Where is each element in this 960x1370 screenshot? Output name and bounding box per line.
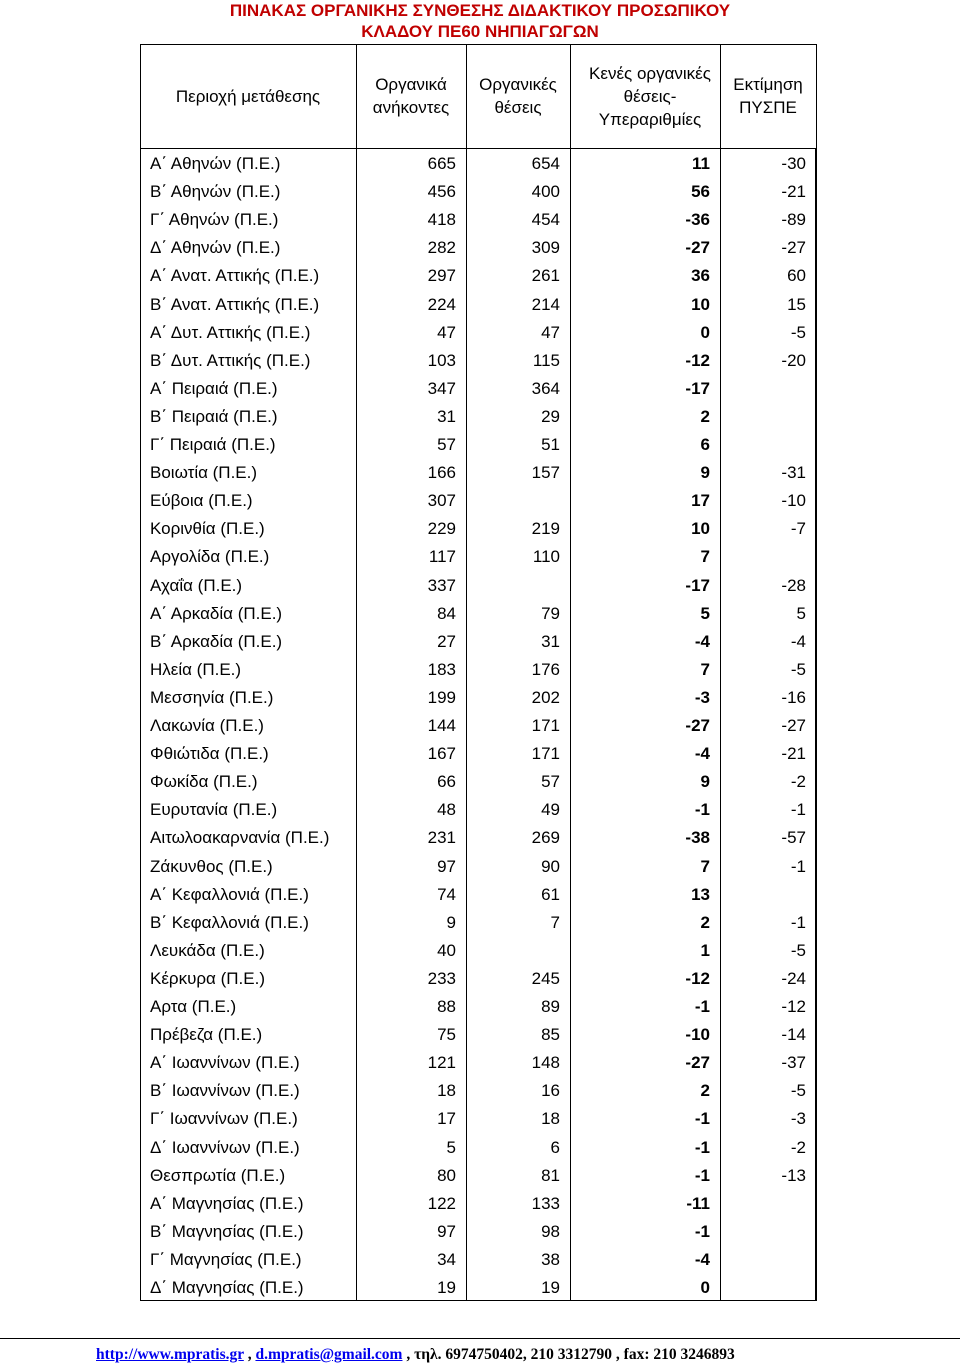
- estimate-value: -1: [790, 800, 806, 820]
- vacancies-value: 2: [700, 1081, 710, 1101]
- belonging-value: 74: [437, 884, 456, 904]
- vacancies-value: -38: [685, 828, 710, 848]
- estimate-value: -5: [790, 1081, 806, 1101]
- positions-value: 245: [531, 968, 560, 988]
- estimate-value: 15: [787, 294, 806, 314]
- belonging-value: 224: [427, 294, 456, 314]
- table-row: [140, 347, 816, 375]
- belonging-value: 84: [437, 603, 456, 623]
- estimate-value: -21: [781, 182, 806, 202]
- belonging-value: 66: [437, 772, 456, 792]
- email-link[interactable]: d.mpratis@gmail.com: [255, 1346, 403, 1363]
- region-name: Α΄ Πειραιά (Π.Ε.): [150, 378, 278, 398]
- vacancies-value: 10: [691, 519, 710, 539]
- belonging-value: 103: [427, 350, 456, 370]
- region-name: Β΄ Μαγνησίας (Π.Ε.): [150, 1221, 304, 1241]
- region-name: Γ΄ Μαγνησίας (Π.Ε.): [150, 1249, 302, 1269]
- table-row: [140, 1021, 816, 1049]
- region-name: Αιτωλοακαρνανία (Π.Ε.): [150, 828, 330, 848]
- table-row: [140, 234, 816, 262]
- estimate-value: 60: [787, 266, 806, 286]
- table-row: [140, 684, 816, 712]
- vacancies-value: -4: [694, 631, 710, 651]
- table-row: [140, 1077, 816, 1105]
- table-row: [140, 1134, 816, 1162]
- positions-value: 79: [541, 603, 560, 623]
- belonging-value: 229: [427, 519, 456, 539]
- positions-value: 110: [532, 547, 560, 567]
- table-row: [140, 824, 816, 852]
- region-name: Α΄ Αθηνών (Π.Ε.): [150, 154, 281, 173]
- estimate-value: -16: [781, 687, 806, 707]
- estimate-value: -10: [781, 491, 806, 511]
- belonging-value: 17: [437, 1109, 456, 1129]
- positions-value: 98: [541, 1221, 560, 1241]
- vacancies-value: -3: [694, 687, 710, 707]
- belonging-value: 337: [427, 575, 456, 595]
- document-title-line1: ΠΙΝΑΚΑΣ ΟΡΓΑΝΙΚΗΣ ΣΥΝΘΕΣΗΣ ΔΙΔΑΚΤΙΚΟΥ ΠΡΟΣΩΠΙΚΟΥ: [229, 1, 731, 20]
- header-positions: Οργανικές θέσεις: [479, 75, 557, 117]
- vacancies-value: -27: [685, 238, 710, 258]
- table-row: [140, 909, 816, 937]
- table-row: [140, 1274, 816, 1302]
- belonging-value: 199: [427, 687, 456, 707]
- region-name: Αρτα (Π.Ε.): [150, 997, 237, 1016]
- footer-contacts: , τηλ. 6974750402, 210 3312790 , fax: 210 3246893: [402, 1346, 735, 1363]
- estimate-value: -57: [781, 828, 806, 848]
- belonging-value: 347: [427, 378, 456, 398]
- region-name: Α΄ Κεφαλλονιά (Π.Ε.): [150, 884, 309, 904]
- table-row: [140, 1190, 816, 1218]
- positions-value: 364: [531, 378, 560, 398]
- region-name: Β΄ Αρκαδία (Π.Ε.): [150, 631, 283, 651]
- table-row: [140, 965, 816, 993]
- vacancies-value: -27: [685, 1053, 710, 1073]
- region-name: Κορινθία (Π.Ε.): [150, 519, 265, 539]
- vacancies-value: 6: [700, 435, 710, 454]
- table-row: [140, 178, 816, 206]
- table-row: [140, 262, 816, 290]
- estimate-value: [710, 431, 806, 459]
- belonging-value: 97: [437, 856, 456, 876]
- belonging-value: 97: [437, 1221, 456, 1241]
- estimate-value: -89: [781, 210, 806, 230]
- vacancies-value: 36: [691, 266, 710, 286]
- vacancies-value: -10: [685, 1025, 710, 1045]
- positions-value: 81: [541, 1165, 560, 1185]
- region-name: Πρέβεζα (Π.Ε.): [150, 1025, 263, 1045]
- region-name: Β΄ Ιωαννίνων (Π.Ε.): [150, 1081, 300, 1101]
- vacancies-value: -1: [694, 1221, 710, 1241]
- vacancies-value: -1: [694, 800, 710, 820]
- estimate-value: [710, 375, 806, 403]
- region-name: Λευκάδα (Π.Ε.): [150, 940, 265, 960]
- table-row: [140, 1105, 816, 1133]
- positions-value: [456, 937, 560, 965]
- estimate-value: -2: [790, 1137, 806, 1157]
- table-row: [140, 600, 816, 628]
- positions-value: 51: [541, 435, 560, 454]
- belonging-value: 88: [437, 997, 456, 1016]
- vacancies-value: -1: [694, 997, 710, 1016]
- footer: [96, 1346, 735, 1364]
- positions-value: 269: [531, 828, 560, 848]
- region-name: Μεσσηνία (Π.Ε.): [150, 687, 274, 707]
- belonging-value: 297: [427, 266, 456, 286]
- table-row: [140, 431, 816, 459]
- positions-value: 148: [531, 1053, 560, 1073]
- vacancies-value: -12: [685, 968, 710, 988]
- document-title-line2: ΚΛΑΔΟΥ ΠΕ60 ΝΗΠΙΑΓΩΓΩΝ: [361, 22, 599, 41]
- region-name: Δ΄ Αθηνών (Π.Ε.): [150, 238, 281, 258]
- estimate-value: -14: [781, 1025, 806, 1045]
- estimate-value: [710, 1218, 806, 1246]
- belonging-value: 665: [427, 154, 456, 173]
- positions-value: [456, 487, 560, 515]
- vacancies-value: 2: [700, 912, 710, 932]
- estimate-value: -27: [781, 238, 806, 258]
- table-row: [140, 712, 816, 740]
- table-row: [140, 206, 816, 234]
- vacancies-value: -36: [685, 210, 710, 230]
- table-row: [140, 150, 816, 178]
- positions-value: 400: [531, 182, 560, 202]
- belonging-value: 456: [427, 182, 456, 202]
- region-name: Α΄ Ιωαννίνων (Π.Ε.): [150, 1053, 300, 1073]
- region-name: Β΄ Κεφαλλονιά (Π.Ε.): [150, 912, 309, 932]
- estimate-value: -13: [781, 1165, 806, 1185]
- belonging-value: 121: [427, 1053, 456, 1073]
- vacancies-value: -17: [685, 575, 710, 595]
- region-name: Αχαΐα (Π.Ε.): [150, 575, 243, 595]
- region-name: Ηλεία (Π.Ε.): [150, 659, 242, 679]
- estimate-value: -5: [790, 322, 806, 342]
- belonging-value: 167: [427, 744, 456, 764]
- estimate-value: [710, 881, 806, 909]
- estimate-value: -24: [781, 968, 806, 988]
- vacancies-value: -1: [694, 1109, 710, 1129]
- region-name: Φωκίδα (Π.Ε.): [150, 772, 258, 792]
- vacancies-value: 10: [691, 294, 710, 314]
- estimate-value: -21: [781, 744, 806, 764]
- estimate-value: -30: [781, 154, 806, 173]
- vacancies-value: 11: [692, 154, 710, 173]
- col-line-right: [816, 44, 817, 1301]
- region-name: Α΄ Ανατ. Αττικής (Π.Ε.): [150, 266, 320, 286]
- region-name: Αργολίδα (Π.Ε.): [150, 547, 270, 567]
- vacancies-value: 7: [700, 547, 710, 567]
- estimate-value: -7: [790, 519, 806, 539]
- vacancies-value: -4: [694, 1249, 710, 1269]
- estimate-value: -2: [790, 772, 806, 792]
- estimate-value: -31: [781, 463, 806, 483]
- positions-value: 309: [531, 238, 560, 258]
- region-name: Β΄ Αθηνών (Π.Ε.): [150, 182, 281, 202]
- belonging-value: 144: [427, 716, 456, 735]
- vacancies-value: 9: [700, 772, 710, 792]
- table-row: [140, 768, 816, 796]
- positions-value: 171: [531, 744, 560, 764]
- belonging-value: 282: [427, 238, 456, 258]
- vacancies-value: 1: [700, 940, 710, 960]
- region-name: Ζάκυνθος (Π.Ε.): [150, 856, 273, 876]
- region-name: Α΄ Μαγνησίας (Π.Ε.): [150, 1193, 304, 1213]
- table-row: [140, 1049, 816, 1077]
- estimate-value: -4: [790, 631, 806, 651]
- positions-value: 171: [531, 716, 560, 735]
- positions-value: 16: [541, 1081, 560, 1101]
- region-name: Α΄ Αρκαδία (Π.Ε.): [150, 603, 283, 623]
- belonging-value: 34: [437, 1249, 456, 1269]
- estimate-value: [710, 1274, 806, 1302]
- region-name: Δ΄ Ιωαννίνων (Π.Ε.): [150, 1137, 300, 1157]
- table-row: [140, 796, 816, 824]
- estimate-value: -3: [790, 1109, 806, 1129]
- footer-separator: ,: [243, 1346, 256, 1363]
- belonging-value: 5: [446, 1137, 456, 1157]
- region-name: Θεσπρωτία (Π.Ε.): [150, 1165, 286, 1185]
- table-row: [140, 740, 816, 768]
- positions-value: 57: [541, 772, 560, 792]
- vacancies-value: 7: [700, 659, 710, 679]
- positions-value: 85: [541, 1025, 560, 1045]
- positions-value: 47: [541, 322, 560, 342]
- estimate-value: -12: [781, 997, 806, 1016]
- vacancies-value: 2: [700, 406, 710, 426]
- positions-value: 19: [541, 1278, 560, 1297]
- table-row: [140, 403, 816, 431]
- table-row: [140, 487, 816, 515]
- estimate-value: -28: [781, 575, 806, 595]
- belonging-value: 307: [427, 491, 456, 511]
- estimate-value: -37: [781, 1053, 806, 1073]
- positions-value: 214: [531, 294, 560, 314]
- estimate-value: -5: [790, 659, 806, 679]
- vacancies-value: -12: [685, 350, 710, 370]
- belonging-value: 80: [437, 1165, 456, 1185]
- region-name: Β΄ Δυτ. Αττικής (Π.Ε.): [150, 350, 311, 370]
- table-row: [140, 291, 816, 319]
- table-row: [140, 459, 816, 487]
- table-row: [140, 572, 816, 600]
- vacancies-value: 0: [700, 322, 710, 342]
- positions-value: 202: [531, 687, 560, 707]
- positions-value: 115: [532, 350, 560, 370]
- vacancies-value: 0: [700, 1278, 710, 1297]
- positions-value: 157: [531, 463, 560, 483]
- estimate-value: [710, 1190, 806, 1218]
- belonging-value: 9: [446, 912, 456, 932]
- belonging-value: 166: [427, 463, 456, 483]
- vacancies-value: -11: [686, 1193, 710, 1213]
- positions-value: 261: [531, 266, 560, 286]
- website-link[interactable]: http://www.mpratis.gr: [96, 1346, 244, 1363]
- positions-value: 6: [550, 1137, 560, 1157]
- table-row: [140, 1162, 816, 1190]
- region-name: Κέρκυρα (Π.Ε.): [150, 968, 265, 988]
- belonging-value: 231: [427, 828, 456, 848]
- positions-value: 219: [531, 519, 560, 539]
- positions-value: 49: [541, 800, 560, 820]
- table-row: [140, 881, 816, 909]
- header-region: Περιοχή μετάθεσης: [175, 86, 321, 106]
- region-name: Λακωνία (Π.Ε.): [150, 716, 264, 735]
- belonging-value: 122: [427, 1193, 456, 1213]
- estimate-value: -27: [781, 716, 806, 735]
- table-row: [140, 1246, 816, 1274]
- header-vacancies: Κενές οργανικές θέσεις-Υπεραριθμίες: [589, 63, 711, 129]
- estimate-value: [710, 403, 806, 431]
- belonging-value: 418: [427, 210, 456, 230]
- positions-value: 18: [541, 1109, 560, 1129]
- region-name: Γ΄ Αθηνών (Π.Ε.): [150, 210, 279, 230]
- positions-value: 61: [541, 884, 560, 904]
- belonging-value: 47: [437, 322, 456, 342]
- header-estimate: Εκτίμηση ΠΥΣΠΕ: [733, 75, 803, 117]
- vacancies-value: 56: [691, 182, 710, 202]
- header-top-line: [140, 44, 816, 45]
- belonging-value: 233: [427, 968, 456, 988]
- positions-value: 454: [531, 210, 560, 230]
- estimate-value: -1: [790, 912, 806, 932]
- belonging-value: 19: [437, 1278, 456, 1297]
- region-name: Β΄ Ανατ. Αττικής (Π.Ε.): [150, 294, 320, 314]
- positions-value: 133: [531, 1193, 560, 1213]
- estimate-value: -1: [790, 856, 806, 876]
- belonging-value: 57: [437, 435, 456, 454]
- positions-value: 7: [550, 912, 560, 932]
- region-name: Α΄ Δυτ. Αττικής (Π.Ε.): [150, 322, 311, 342]
- estimate-value: 5: [796, 603, 806, 623]
- positions-value: 654: [531, 154, 560, 173]
- region-name: Βοιωτία (Π.Ε.): [150, 463, 258, 483]
- vacancies-value: -1: [694, 1137, 710, 1157]
- vacancies-value: -1: [694, 1165, 710, 1185]
- positions-value: 38: [541, 1249, 560, 1269]
- estimate-value: -5: [790, 940, 806, 960]
- table-row: [140, 319, 816, 347]
- estimate-value: -20: [781, 350, 806, 370]
- region-name: Φθιώτιδα (Π.Ε.): [150, 744, 269, 764]
- positions-value: 31: [541, 631, 560, 651]
- positions-value: 90: [541, 856, 560, 876]
- region-name: Εύβοια (Π.Ε.): [150, 491, 253, 511]
- table-row: [140, 1218, 816, 1246]
- vacancies-value: -27: [685, 716, 710, 735]
- table-row: [140, 543, 816, 571]
- positions-value: [456, 572, 560, 600]
- table-row: [140, 656, 816, 684]
- vacancies-value: 13: [691, 884, 710, 904]
- vacancies-value: -4: [694, 744, 710, 764]
- belonging-value: 31: [437, 406, 456, 426]
- table-row: [140, 375, 816, 403]
- belonging-value: 27: [437, 631, 456, 651]
- region-name: Δ΄ Μαγνησίας (Π.Ε.): [150, 1278, 304, 1297]
- estimate-value: [710, 543, 806, 571]
- belonging-value: 18: [437, 1081, 456, 1101]
- belonging-value: 40: [437, 940, 456, 960]
- header-belonging: Οργανικά ανήκοντες: [372, 75, 450, 117]
- table-row: [140, 993, 816, 1021]
- belonging-value: 48: [437, 800, 456, 820]
- vacancies-value: 17: [691, 491, 710, 511]
- vacancies-value: 5: [700, 603, 710, 623]
- vacancies-value: -17: [685, 378, 710, 398]
- region-name: Γ΄ Πειραιά (Π.Ε.): [150, 435, 276, 454]
- table-row: [140, 853, 816, 881]
- region-name: Β΄ Πειραιά (Π.Ε.): [150, 406, 278, 426]
- table-row: [140, 515, 816, 543]
- positions-value: 176: [531, 659, 560, 679]
- table-row: [140, 937, 816, 965]
- positions-value: 89: [541, 997, 560, 1016]
- positions-value: 29: [541, 406, 560, 426]
- estimate-value: [710, 1246, 806, 1274]
- vacancies-value: 9: [700, 463, 710, 483]
- region-name: Ευρυτανία (Π.Ε.): [150, 800, 278, 820]
- table-row: [140, 628, 816, 656]
- vacancies-value: 7: [700, 856, 710, 876]
- footer-divider: [0, 1338, 960, 1339]
- belonging-value: 75: [437, 1025, 456, 1045]
- region-name: Γ΄ Ιωαννίνων (Π.Ε.): [150, 1109, 298, 1129]
- belonging-value: 117: [428, 547, 456, 567]
- belonging-value: 183: [427, 659, 456, 679]
